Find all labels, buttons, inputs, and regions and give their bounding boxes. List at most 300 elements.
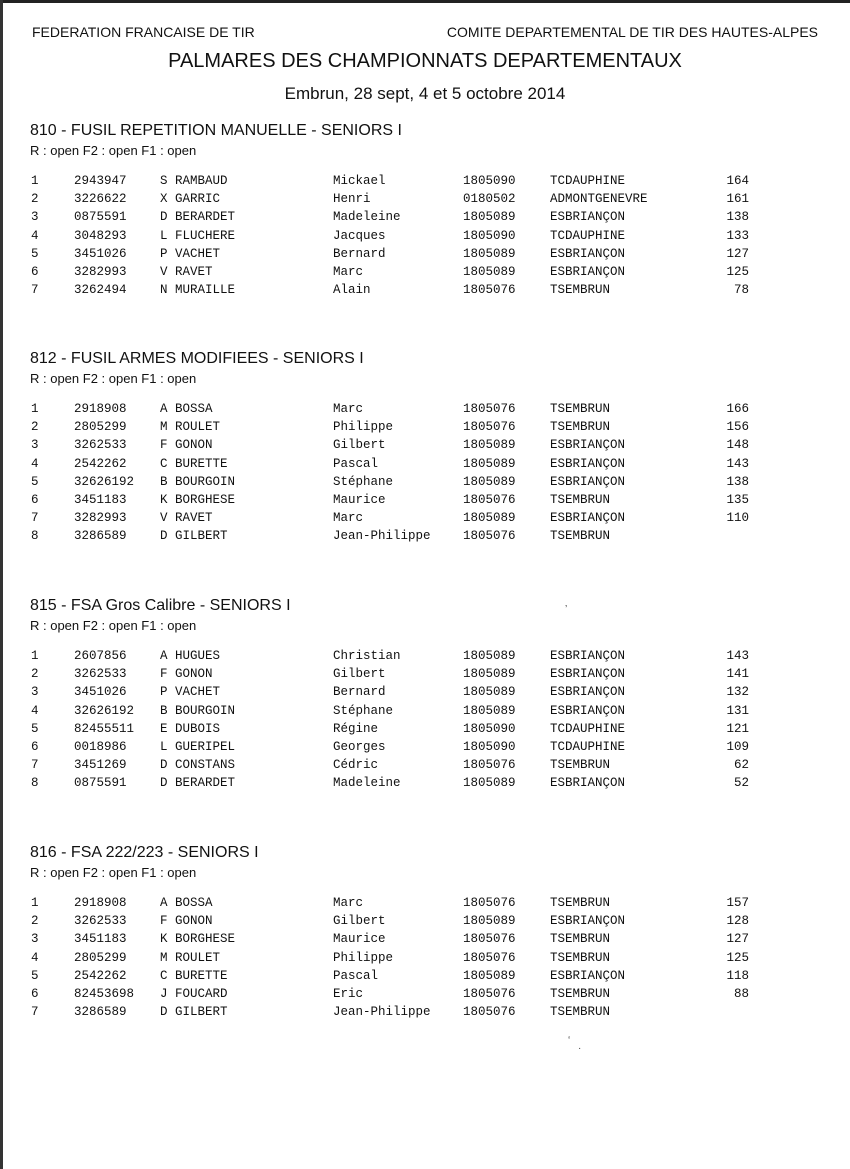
event-format: R : open F2 : open F1 : open	[30, 143, 197, 158]
table-row	[0, 420, 850, 438]
club-code-cell: 1805089	[463, 703, 516, 718]
club-name-cell: ESBRIANÇON	[550, 968, 626, 983]
initial-cell: D	[160, 1005, 168, 1020]
club-name-cell: ESBRIANÇON	[550, 210, 626, 225]
score-cell: 128	[726, 914, 749, 929]
table-row	[0, 704, 850, 722]
surname-text: BURETTE	[175, 968, 228, 983]
initial-cell: N	[160, 283, 168, 298]
rank-cell: 6	[31, 740, 39, 754]
club-code-cell: 1805076	[463, 1005, 516, 1020]
table-row	[0, 265, 850, 283]
surname-cell	[160, 896, 213, 910]
licence-cell: 3262494	[74, 283, 127, 298]
surname-cell	[160, 704, 235, 718]
rank-cell: 6	[31, 987, 39, 1001]
licence-cell: 3262533	[74, 667, 127, 682]
surname-cell	[160, 758, 235, 772]
firstname-cell: Cédric	[333, 758, 379, 773]
club-name-cell: ESBRIANÇON	[550, 776, 626, 791]
licence-cell: 2542262	[74, 968, 127, 983]
table-row	[0, 951, 850, 969]
surname-cell	[160, 987, 228, 1001]
score-cell: 135	[726, 493, 749, 507]
initial-cell: D	[160, 758, 168, 773]
club-code-cell: 1805090	[463, 174, 516, 188]
licence-cell: 32626192	[74, 474, 135, 489]
surname-cell	[160, 283, 235, 297]
club-name-cell: TSEMBRUN	[550, 1005, 611, 1020]
rank-cell: 6	[31, 265, 39, 279]
score-cell: 88	[733, 987, 749, 1001]
score-cell: 138	[726, 210, 749, 225]
page-subtitle: Embrun, 28 sept, 4 et 5 octobre 2014	[284, 84, 566, 103]
initial-cell: E	[160, 721, 168, 736]
rank-cell: 1	[31, 896, 39, 910]
surname-text: GARRIC	[175, 192, 221, 207]
club-code-cell: 1805089	[463, 474, 516, 489]
rank-cell: 3	[31, 210, 39, 225]
club-code-cell: 1805076	[463, 402, 516, 416]
club-code-cell: 1805089	[463, 438, 516, 453]
rank-cell: 2	[31, 914, 39, 929]
initial-cell: D	[160, 529, 168, 544]
licence-cell: 3451026	[74, 246, 127, 261]
surname-text: RAVET	[175, 511, 213, 526]
surname-cell	[160, 914, 213, 928]
club-name-cell: ESBRIANÇON	[550, 456, 626, 471]
score-cell: 52	[733, 776, 749, 791]
table-row	[0, 529, 850, 547]
firstname-cell: Madeleine	[333, 210, 401, 225]
club-name-cell: ESBRIANÇON	[550, 914, 626, 929]
club-code-cell: 1805089	[463, 667, 516, 682]
rank-cell: 3	[31, 932, 39, 947]
licence-cell: 0875591	[74, 210, 127, 225]
score-cell: 110	[726, 511, 749, 526]
score-cell: 132	[726, 685, 749, 700]
surname-cell	[160, 265, 213, 279]
initial-cell: P	[160, 685, 168, 700]
firstname-cell: Marc	[333, 511, 364, 526]
initial-cell: A	[160, 402, 168, 416]
event-title: 816 - FSA 222/223 - SENIORS I	[30, 844, 259, 861]
table-row	[0, 475, 850, 493]
firstname-cell: Jacques	[333, 228, 386, 243]
club-name-cell: ESBRIANÇON	[550, 265, 626, 279]
rank-cell: 6	[31, 493, 39, 507]
surname-text: GONON	[175, 914, 213, 929]
firstname-cell: Mickael	[333, 174, 386, 188]
initial-cell: F	[160, 438, 168, 453]
licence-cell: 3282993	[74, 511, 127, 526]
score-cell: 157	[726, 896, 749, 910]
initial-cell: K	[160, 932, 168, 947]
rank-cell: 2	[31, 420, 39, 435]
score-cell: 143	[726, 456, 749, 471]
surname-text: ROULET	[175, 950, 221, 965]
surname-cell	[160, 740, 235, 754]
firstname-cell: Gilbert	[333, 438, 386, 453]
table-row	[0, 457, 850, 475]
score-cell: 156	[726, 420, 749, 435]
rank-cell: 3	[31, 438, 39, 453]
licence-cell: 2918908	[74, 402, 127, 416]
surname-text: BOSSA	[175, 896, 213, 910]
surname-text: CONSTANS	[175, 758, 236, 773]
table-row	[0, 667, 850, 685]
table-row	[0, 438, 850, 456]
surname-cell	[160, 776, 235, 790]
initial-cell: L	[160, 228, 168, 243]
licence-cell: 3048293	[74, 228, 127, 243]
licence-cell: 3282993	[74, 265, 127, 279]
surname-cell	[160, 438, 213, 452]
rank-cell: 7	[31, 758, 39, 773]
event-format: R : open F2 : open F1 : open	[30, 865, 197, 880]
club-code-cell: 1805089	[463, 776, 516, 791]
top-border	[0, 0, 850, 3]
scan-mark: ‘	[568, 1035, 571, 1046]
surname-text: BORGHESE	[175, 493, 236, 507]
licence-cell: 82453698	[74, 987, 135, 1001]
licence-cell: 3451183	[74, 493, 127, 507]
club-name-cell: TCDAUPHINE	[550, 174, 626, 188]
club-name-cell: TSEMBRUN	[550, 493, 611, 507]
surname-cell	[160, 1005, 228, 1019]
surname-text: GONON	[175, 667, 213, 682]
table-row	[0, 210, 850, 228]
surname-cell	[160, 969, 228, 983]
club-code-cell: 1805089	[463, 968, 516, 983]
licence-cell: 3226622	[74, 192, 127, 207]
surname-cell	[160, 529, 228, 543]
score-cell: 133	[726, 228, 749, 243]
initial-cell: B	[160, 703, 168, 718]
table-row	[0, 174, 850, 192]
licence-cell: 3286589	[74, 529, 127, 544]
firstname-cell: Régine	[333, 721, 379, 736]
score-cell: 125	[726, 265, 749, 279]
club-name-cell: TSEMBRUN	[550, 987, 611, 1001]
firstname-cell: Bernard	[333, 685, 386, 700]
club-name-cell: TSEMBRUN	[550, 932, 611, 947]
club-code-cell: 1805089	[463, 246, 516, 261]
surname-text: BERARDET	[175, 776, 236, 791]
club-code-cell: 1805076	[463, 896, 516, 910]
score-cell: 62	[733, 758, 749, 773]
club-code-cell: 1805076	[463, 987, 516, 1001]
surname-text: RAVET	[175, 265, 213, 279]
club-code-cell: 1805089	[463, 511, 516, 526]
rank-cell: 4	[31, 456, 39, 471]
firstname-cell: Jean-Philippe	[333, 529, 431, 544]
table-row	[0, 932, 850, 950]
club-name-cell: TSEMBRUN	[550, 758, 611, 773]
club-code-cell: 1805090	[463, 721, 516, 736]
surname-cell	[160, 229, 235, 243]
club-name-cell: TCDAUPHINE	[550, 721, 626, 736]
club-code-cell: 1805076	[463, 283, 516, 298]
surname-cell	[160, 493, 235, 507]
surname-text: DUBOIS	[175, 721, 221, 736]
rank-cell: 1	[31, 402, 39, 416]
initial-cell: D	[160, 776, 168, 791]
club-code-cell: 1805089	[463, 649, 516, 663]
surname-text: GILBERT	[175, 529, 228, 544]
surname-cell	[160, 667, 213, 681]
surname-text: BERARDET	[175, 210, 236, 225]
surname-cell	[160, 951, 220, 965]
rank-cell: 7	[31, 1005, 39, 1020]
initial-cell: A	[160, 896, 168, 910]
table-row	[0, 402, 850, 420]
firstname-cell: Maurice	[333, 493, 386, 507]
rank-cell: 8	[31, 529, 39, 544]
club-name-cell: ESBRIANÇON	[550, 685, 626, 700]
initial-cell: F	[160, 667, 168, 682]
event-title: 810 - FUSIL REPETITION MANUELLE - SENIORS I	[30, 122, 402, 139]
table-row	[0, 283, 850, 301]
surname-text: VACHET	[175, 246, 221, 261]
score-cell: 138	[726, 474, 749, 489]
table-row	[0, 914, 850, 932]
licence-cell: 3286589	[74, 1005, 127, 1020]
initial-cell: P	[160, 246, 168, 261]
surname-cell	[160, 722, 220, 736]
club-code-cell: 1805089	[463, 456, 516, 471]
surname-text: RAMBAUD	[175, 174, 228, 188]
surname-cell	[160, 402, 213, 416]
licence-cell: 2542262	[74, 456, 127, 471]
rank-cell: 5	[31, 474, 39, 489]
initial-cell: M	[160, 420, 168, 435]
club-code-cell: 1805076	[463, 529, 516, 544]
licence-cell: 3262533	[74, 438, 127, 453]
surname-text: BOURGOIN	[175, 703, 236, 718]
score-cell: 118	[726, 968, 749, 983]
firstname-cell: Alain	[333, 283, 371, 298]
firstname-cell: Philippe	[333, 420, 394, 435]
club-code-cell: 1805076	[463, 420, 516, 435]
score-cell: 125	[726, 950, 749, 965]
firstname-cell: Gilbert	[333, 667, 386, 682]
score-cell: 127	[726, 246, 749, 261]
surname-cell	[160, 649, 220, 663]
rank-cell: 4	[31, 228, 39, 243]
table-row	[0, 685, 850, 703]
surname-text: ROULET	[175, 420, 221, 435]
surname-cell	[160, 511, 213, 525]
rank-cell: 5	[31, 246, 39, 261]
table-row	[0, 1005, 850, 1023]
licence-cell: 2805299	[74, 420, 127, 435]
rank-cell: 1	[31, 649, 39, 663]
club-code-cell: 1805076	[463, 950, 516, 965]
club-name-cell: TSEMBRUN	[550, 950, 611, 965]
club-name-cell: ESBRIANÇON	[550, 246, 626, 261]
initial-cell: K	[160, 493, 168, 507]
rank-cell: 1	[31, 174, 39, 188]
table-row	[0, 740, 850, 758]
score-cell: 143	[726, 649, 749, 663]
table-row	[0, 969, 850, 987]
surname-cell	[160, 420, 220, 434]
initial-cell: V	[160, 511, 168, 526]
licence-cell: 0018986	[74, 740, 127, 754]
score-cell: 166	[726, 402, 749, 416]
club-code-cell: 1805076	[463, 758, 516, 773]
club-name-cell: ESBRIANÇON	[550, 438, 626, 453]
club-code-cell: 1805090	[463, 228, 516, 243]
surname-text: FOUCARD	[175, 987, 228, 1001]
club-name-cell: TSEMBRUN	[550, 420, 611, 435]
rank-cell: 2	[31, 667, 39, 682]
firstname-cell: Henri	[333, 192, 371, 207]
table-row	[0, 247, 850, 265]
club-name-cell: TSEMBRUN	[550, 896, 611, 910]
surname-cell	[160, 174, 228, 188]
club-name-cell: TCDAUPHINE	[550, 740, 626, 754]
event-format: R : open F2 : open F1 : open	[30, 618, 197, 633]
club-name-cell: ESBRIANÇON	[550, 474, 626, 489]
score-cell: 109	[726, 740, 749, 754]
surname-cell	[160, 475, 235, 489]
committee-name: COMITE DEPARTEMENTAL DE TIR DES HAUTES-ALPES	[446, 24, 818, 40]
rank-cell: 5	[31, 968, 39, 983]
licence-cell: 3451183	[74, 932, 127, 947]
firstname-cell: Eric	[333, 987, 364, 1001]
surname-text: GUERIPEL	[175, 740, 236, 754]
page-title: PALMARES DES CHAMPIONNATS DEPARTEMENTAUX	[168, 50, 682, 72]
licence-cell: 2943947	[74, 174, 127, 188]
club-code-cell: 1805089	[463, 265, 516, 279]
event-title: 812 - FUSIL ARMES MODIFIEES - SENIORS I	[30, 350, 364, 367]
firstname-cell: Bernard	[333, 246, 386, 261]
firstname-cell: Maurice	[333, 932, 386, 947]
club-name-cell: TSEMBRUN	[550, 283, 611, 298]
club-name-cell: ESBRIANÇON	[550, 649, 626, 663]
federation-name: FEDERATION FRANCAISE DE TIR	[32, 24, 255, 40]
surname-text: GONON	[175, 438, 213, 453]
initial-cell: X	[160, 192, 168, 207]
score-cell: 121	[726, 721, 749, 736]
licence-cell: 3451026	[74, 685, 127, 700]
club-name-cell: ADMONTGENEVRE	[550, 192, 648, 207]
licence-cell: 82455511	[74, 721, 135, 736]
rank-cell: 4	[31, 703, 39, 718]
firstname-cell: Georges	[333, 740, 386, 754]
surname-text: HUGUES	[175, 649, 221, 663]
rank-cell: 3	[31, 685, 39, 700]
licence-cell: 32626192	[74, 703, 135, 718]
score-cell: 164	[726, 174, 749, 188]
table-row	[0, 758, 850, 776]
initial-cell: M	[160, 950, 168, 965]
surname-text: VACHET	[175, 685, 221, 700]
club-name-cell: TSEMBRUN	[550, 402, 611, 416]
surname-text: BORGHESE	[175, 932, 236, 947]
score-cell: 127	[726, 932, 749, 947]
surname-text: MURAILLE	[175, 283, 236, 298]
club-name-cell: TCDAUPHINE	[550, 228, 626, 243]
rank-cell: 5	[31, 721, 39, 736]
rank-cell: 2	[31, 192, 39, 207]
rank-cell: 7	[31, 511, 39, 526]
scan-mark: ·	[578, 1043, 582, 1054]
event-title: 815 - FSA Gros Calibre - SENIORS I	[30, 597, 291, 614]
initial-cell: F	[160, 914, 168, 929]
surname-text: BURETTE	[175, 456, 228, 471]
initial-cell: A	[160, 649, 168, 663]
surname-text: BOURGOIN	[175, 474, 236, 489]
scan-mark: ’	[565, 604, 568, 615]
surname-cell	[160, 192, 220, 206]
club-name-cell: TSEMBRUN	[550, 529, 611, 544]
club-code-cell: 1805076	[463, 493, 516, 507]
firstname-cell: Marc	[333, 265, 364, 279]
surname-cell	[160, 932, 235, 946]
club-code-cell: 1805089	[463, 685, 516, 700]
score-cell: 131	[726, 703, 749, 718]
firstname-cell: Jean-Philippe	[333, 1005, 431, 1020]
surname-text: GILBERT	[175, 1005, 228, 1020]
surname-cell	[160, 457, 228, 471]
licence-cell: 2805299	[74, 950, 127, 965]
table-row	[0, 649, 850, 667]
firstname-cell: Philippe	[333, 950, 394, 965]
firstname-cell: Madeleine	[333, 776, 401, 791]
surname-cell	[160, 685, 220, 699]
surname-cell	[160, 210, 235, 224]
score-cell: 148	[726, 438, 749, 453]
club-code-cell: 1805089	[463, 210, 516, 225]
firstname-cell: Stéphane	[333, 703, 394, 718]
surname-text: BOSSA	[175, 402, 213, 416]
table-row	[0, 192, 850, 210]
table-row	[0, 776, 850, 794]
club-code-cell: 1805076	[463, 932, 516, 947]
licence-cell: 2607856	[74, 649, 127, 663]
initial-cell: V	[160, 265, 168, 279]
club-name-cell: ESBRIANÇON	[550, 667, 626, 682]
firstname-cell: Marc	[333, 896, 364, 910]
initial-cell: D	[160, 210, 168, 225]
firstname-cell: Marc	[333, 402, 364, 416]
initial-cell: C	[160, 456, 168, 471]
club-name-cell: ESBRIANÇON	[550, 703, 626, 718]
club-code-cell: 1805089	[463, 914, 516, 929]
firstname-cell: Gilbert	[333, 914, 386, 929]
score-cell: 78	[733, 283, 749, 298]
initial-cell: J	[160, 987, 168, 1001]
licence-cell: 3262533	[74, 914, 127, 929]
firstname-cell: Stéphane	[333, 474, 394, 489]
initial-cell: L	[160, 740, 168, 754]
initial-cell: S	[160, 174, 168, 188]
table-row	[0, 229, 850, 247]
firstname-cell: Pascal	[333, 456, 379, 471]
licence-cell: 2918908	[74, 896, 127, 910]
firstname-cell: Christian	[333, 649, 401, 663]
event-format: R : open F2 : open F1 : open	[30, 371, 197, 386]
club-name-cell: ESBRIANÇON	[550, 511, 626, 526]
table-row	[0, 722, 850, 740]
club-code-cell: 1805090	[463, 740, 516, 754]
score-cell: 141	[726, 667, 749, 682]
table-row	[0, 493, 850, 511]
surname-cell	[160, 247, 220, 261]
